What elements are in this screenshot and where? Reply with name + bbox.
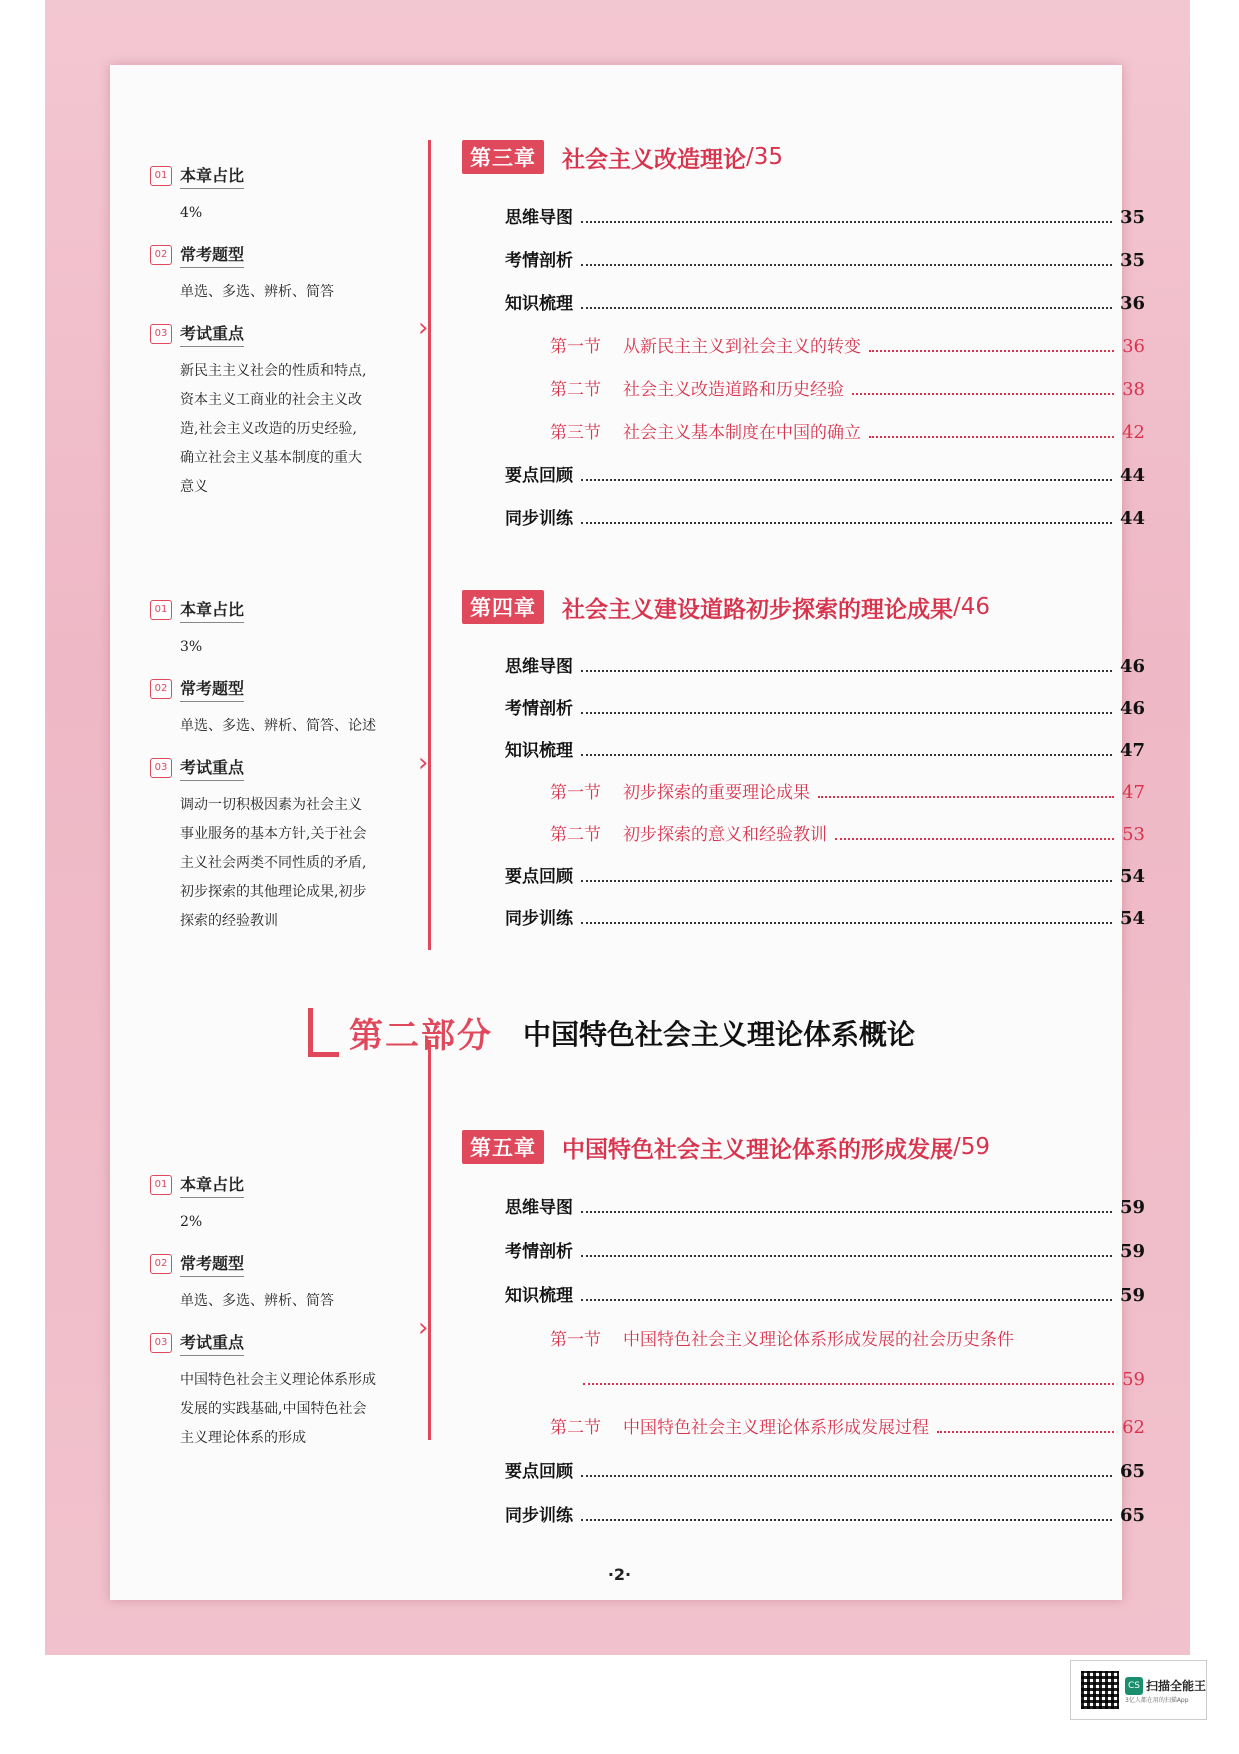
leader-dots <box>581 1299 1112 1301</box>
toc-page: 46 <box>1119 656 1145 677</box>
number-badge: 02 <box>150 245 172 265</box>
chapter-heading-5 <box>462 1130 990 1164</box>
toc-page: 35 <box>1119 207 1145 228</box>
leader-dots <box>581 1255 1112 1257</box>
chapter-page: /35 <box>746 144 784 170</box>
leader-dots <box>581 1475 1112 1477</box>
leader-dots <box>583 1383 1114 1385</box>
toc-row[interactable] <box>505 1237 1145 1262</box>
section-page: 36 <box>1122 336 1145 357</box>
sidebar-block-ch3 <box>150 163 400 516</box>
toc-label: 思维导图 <box>505 1198 573 1218</box>
number-badge: 03 <box>150 758 172 778</box>
chapter-page: /59 <box>953 1134 991 1160</box>
section-number: 第二节 <box>550 1418 601 1438</box>
part-heading <box>308 1008 915 1057</box>
toc-label: 知识梳理 <box>505 1286 573 1306</box>
scanner-badge[interactable] <box>1070 1660 1207 1720</box>
page-number: ·2· <box>607 1565 632 1584</box>
toc-label: 思维导图 <box>505 208 573 228</box>
leader-dots <box>869 436 1114 438</box>
toc-section-continuation[interactable] <box>575 1369 1145 1390</box>
toc-label: 同步训练 <box>505 1506 573 1526</box>
toc-page: 59 <box>1119 1197 1145 1218</box>
toc-row[interactable] <box>505 736 1145 761</box>
chapter-tag: 第五章 <box>462 1130 544 1164</box>
toc-page: 35 <box>1119 250 1145 271</box>
chapter-tag: 第三章 <box>462 140 544 174</box>
section-title: 社会主义基本制度在中国的确立 <box>623 423 861 443</box>
leader-dots <box>852 393 1114 395</box>
number-badge: 01 <box>150 600 172 620</box>
toc-row[interactable] <box>505 862 1145 887</box>
toc-page: 46 <box>1119 698 1145 719</box>
badge-subtitle: 3亿人都在用的扫描App <box>1125 1696 1189 1704</box>
sidebar-types-label: 常考题型 <box>180 242 244 268</box>
toc-page: 54 <box>1119 866 1145 887</box>
leader-dots <box>581 754 1112 756</box>
number-badge: 02 <box>150 679 172 699</box>
badge-title: 扫描全能王 <box>1146 1679 1207 1693</box>
section-title: 中国特色社会主义理论体系形成发展的社会历史条件 <box>623 1330 1014 1350</box>
sidebar-types-label: 常考题型 <box>180 1251 244 1277</box>
section-title: 从新民主主义到社会主义的转变 <box>623 337 861 357</box>
qr-code-icon <box>1081 1671 1119 1709</box>
cs-logo-icon: CS <box>1125 1677 1143 1695</box>
toc-label: 考情剖析 <box>505 1242 573 1262</box>
number-badge: 01 <box>150 1175 172 1195</box>
section-number: 第一节 <box>550 783 601 803</box>
toc-label: 同步训练 <box>505 909 573 929</box>
toc-label: 同步训练 <box>505 509 573 529</box>
sidebar-focus-value: 调动一切积极因素为社会主义事业服务的基本方针,关于社会主义社会两类不同性质的矛盾,初步探索的其他理论成果,初步探索的经验教训 <box>180 797 367 929</box>
toc-label: 知识梳理 <box>505 741 573 761</box>
section-title: 社会主义改造道路和历史经验 <box>623 380 844 400</box>
toc-section[interactable] <box>550 778 1145 803</box>
chevron-right-icon: › <box>418 313 429 343</box>
toc-row[interactable] <box>505 504 1145 529</box>
toc-page: 65 <box>1119 1505 1145 1526</box>
chapter-heading-3 <box>462 140 783 174</box>
leader-dots <box>581 1211 1112 1213</box>
bookmark-icon <box>308 1008 339 1057</box>
leader-dots <box>869 350 1114 352</box>
toc-row[interactable] <box>505 203 1145 228</box>
toc-section[interactable] <box>550 1325 1145 1350</box>
number-badge: 03 <box>150 1333 172 1353</box>
sidebar-types-label: 常考题型 <box>180 676 244 702</box>
leader-dots <box>937 1431 1114 1433</box>
section-page: 42 <box>1122 422 1145 443</box>
toc-page: 47 <box>1119 740 1145 761</box>
section-page: 47 <box>1122 782 1145 803</box>
leader-dots <box>581 1519 1112 1521</box>
chapter-title: 社会主义改造理论 <box>562 146 746 173</box>
number-badge: 03 <box>150 324 172 344</box>
leader-dots <box>581 522 1112 524</box>
toc-row[interactable] <box>505 904 1145 929</box>
column-divider-lower <box>428 1040 431 1440</box>
toc-section[interactable] <box>550 418 1145 443</box>
section-title: 初步探索的意义和经验教训 <box>623 825 827 845</box>
toc-row[interactable] <box>505 246 1145 271</box>
part-tag: 第二部分 <box>349 1016 493 1056</box>
section-number: 第二节 <box>550 380 601 400</box>
leader-dots <box>581 264 1112 266</box>
sidebar-types-value: 单选、多选、辨析、简答、论述 <box>180 718 376 734</box>
sidebar-focus-label: 考试重点 <box>180 755 244 781</box>
sidebar-focus-label: 考试重点 <box>180 1330 244 1356</box>
number-badge: 02 <box>150 1254 172 1274</box>
leader-dots <box>581 307 1112 309</box>
toc-label: 要点回顾 <box>505 867 573 887</box>
toc-page: 36 <box>1119 293 1145 314</box>
toc-row[interactable] <box>505 289 1145 314</box>
toc-label: 要点回顾 <box>505 466 573 486</box>
leader-dots <box>581 712 1112 714</box>
section-page: 53 <box>1122 824 1145 845</box>
section-number: 第二节 <box>550 825 601 845</box>
sidebar-block-ch4 <box>150 597 400 950</box>
sidebar-focus-label: 考试重点 <box>180 321 244 347</box>
toc-row[interactable] <box>505 1457 1145 1482</box>
toc-page: 59 <box>1119 1241 1145 1262</box>
toc-section[interactable] <box>550 375 1145 400</box>
toc-label: 考情剖析 <box>505 251 573 271</box>
section-title: 初步探索的重要理论成果 <box>623 783 810 803</box>
chapter-tag: 第四章 <box>462 590 544 624</box>
toc-page: 44 <box>1119 508 1145 529</box>
leader-dots <box>581 880 1112 882</box>
toc-row[interactable] <box>505 1501 1145 1526</box>
toc-label: 知识梳理 <box>505 294 573 314</box>
toc-row[interactable] <box>505 694 1145 719</box>
section-page: 59 <box>1122 1369 1145 1390</box>
section-page: 62 <box>1122 1417 1145 1438</box>
section-number: 第一节 <box>550 1330 601 1350</box>
toc-row[interactable] <box>505 1281 1145 1306</box>
badge-text <box>1125 1677 1206 1704</box>
sidebar-types-value: 单选、多选、辨析、简答 <box>180 284 334 300</box>
sidebar-ratio-value: 4% <box>180 205 203 221</box>
chapter-page: /46 <box>953 594 991 620</box>
leader-dots <box>835 838 1114 840</box>
leader-dots <box>581 670 1112 672</box>
toc-section[interactable] <box>550 1413 1145 1438</box>
toc-label: 思维导图 <box>505 657 573 677</box>
toc-row[interactable] <box>505 652 1145 677</box>
sidebar-focus-value: 新民主主义社会的性质和特点,资本主义工商业的社会主义改造,社会主义改造的历史经验,确立社会主义基本制度的重大意义 <box>180 363 367 495</box>
sidebar-focus-value: 中国特色社会主义理论体系形成发展的实践基础,中国特色社会主义理论体系的形成 <box>180 1372 376 1446</box>
toc-page: 59 <box>1119 1285 1145 1306</box>
chapter-title: 中国特色社会主义理论体系的形成发展 <box>562 1136 953 1163</box>
sidebar-ratio-label: 本章占比 <box>180 1172 244 1198</box>
leader-dots <box>581 922 1112 924</box>
chapter-heading-4 <box>462 590 990 624</box>
sidebar-ratio-value: 3% <box>180 639 203 655</box>
leader-dots <box>581 221 1112 223</box>
leader-dots <box>818 796 1114 798</box>
toc-page: 44 <box>1119 465 1145 486</box>
chapter-title: 社会主义建设道路初步探索的理论成果 <box>562 596 953 623</box>
toc-label: 考情剖析 <box>505 699 573 719</box>
sidebar-types-value: 单选、多选、辨析、简答 <box>180 1293 334 1309</box>
toc-row[interactable] <box>505 1193 1145 1218</box>
number-badge: 01 <box>150 166 172 186</box>
toc-page: 65 <box>1119 1461 1145 1482</box>
chevron-right-icon: › <box>418 748 429 778</box>
sidebar-ratio-label: 本章占比 <box>180 597 244 623</box>
toc-row[interactable] <box>505 461 1145 486</box>
toc-section[interactable] <box>550 332 1145 357</box>
sidebar-block-ch5 <box>150 1172 400 1467</box>
toc-section[interactable] <box>550 820 1145 845</box>
sidebar-ratio-label: 本章占比 <box>180 163 244 189</box>
section-number: 第一节 <box>550 337 601 357</box>
leader-dots <box>581 479 1112 481</box>
column-divider <box>428 140 431 950</box>
sidebar-ratio-value: 2% <box>180 1214 203 1230</box>
part-title: 中国特色社会主义理论体系概论 <box>523 1017 916 1051</box>
chevron-right-icon: › <box>418 1313 429 1343</box>
toc-label: 要点回顾 <box>505 1462 573 1482</box>
section-title: 中国特色社会主义理论体系形成发展过程 <box>623 1418 929 1438</box>
section-number: 第三节 <box>550 423 601 443</box>
toc-page: 54 <box>1119 908 1145 929</box>
section-page: 38 <box>1122 379 1145 400</box>
